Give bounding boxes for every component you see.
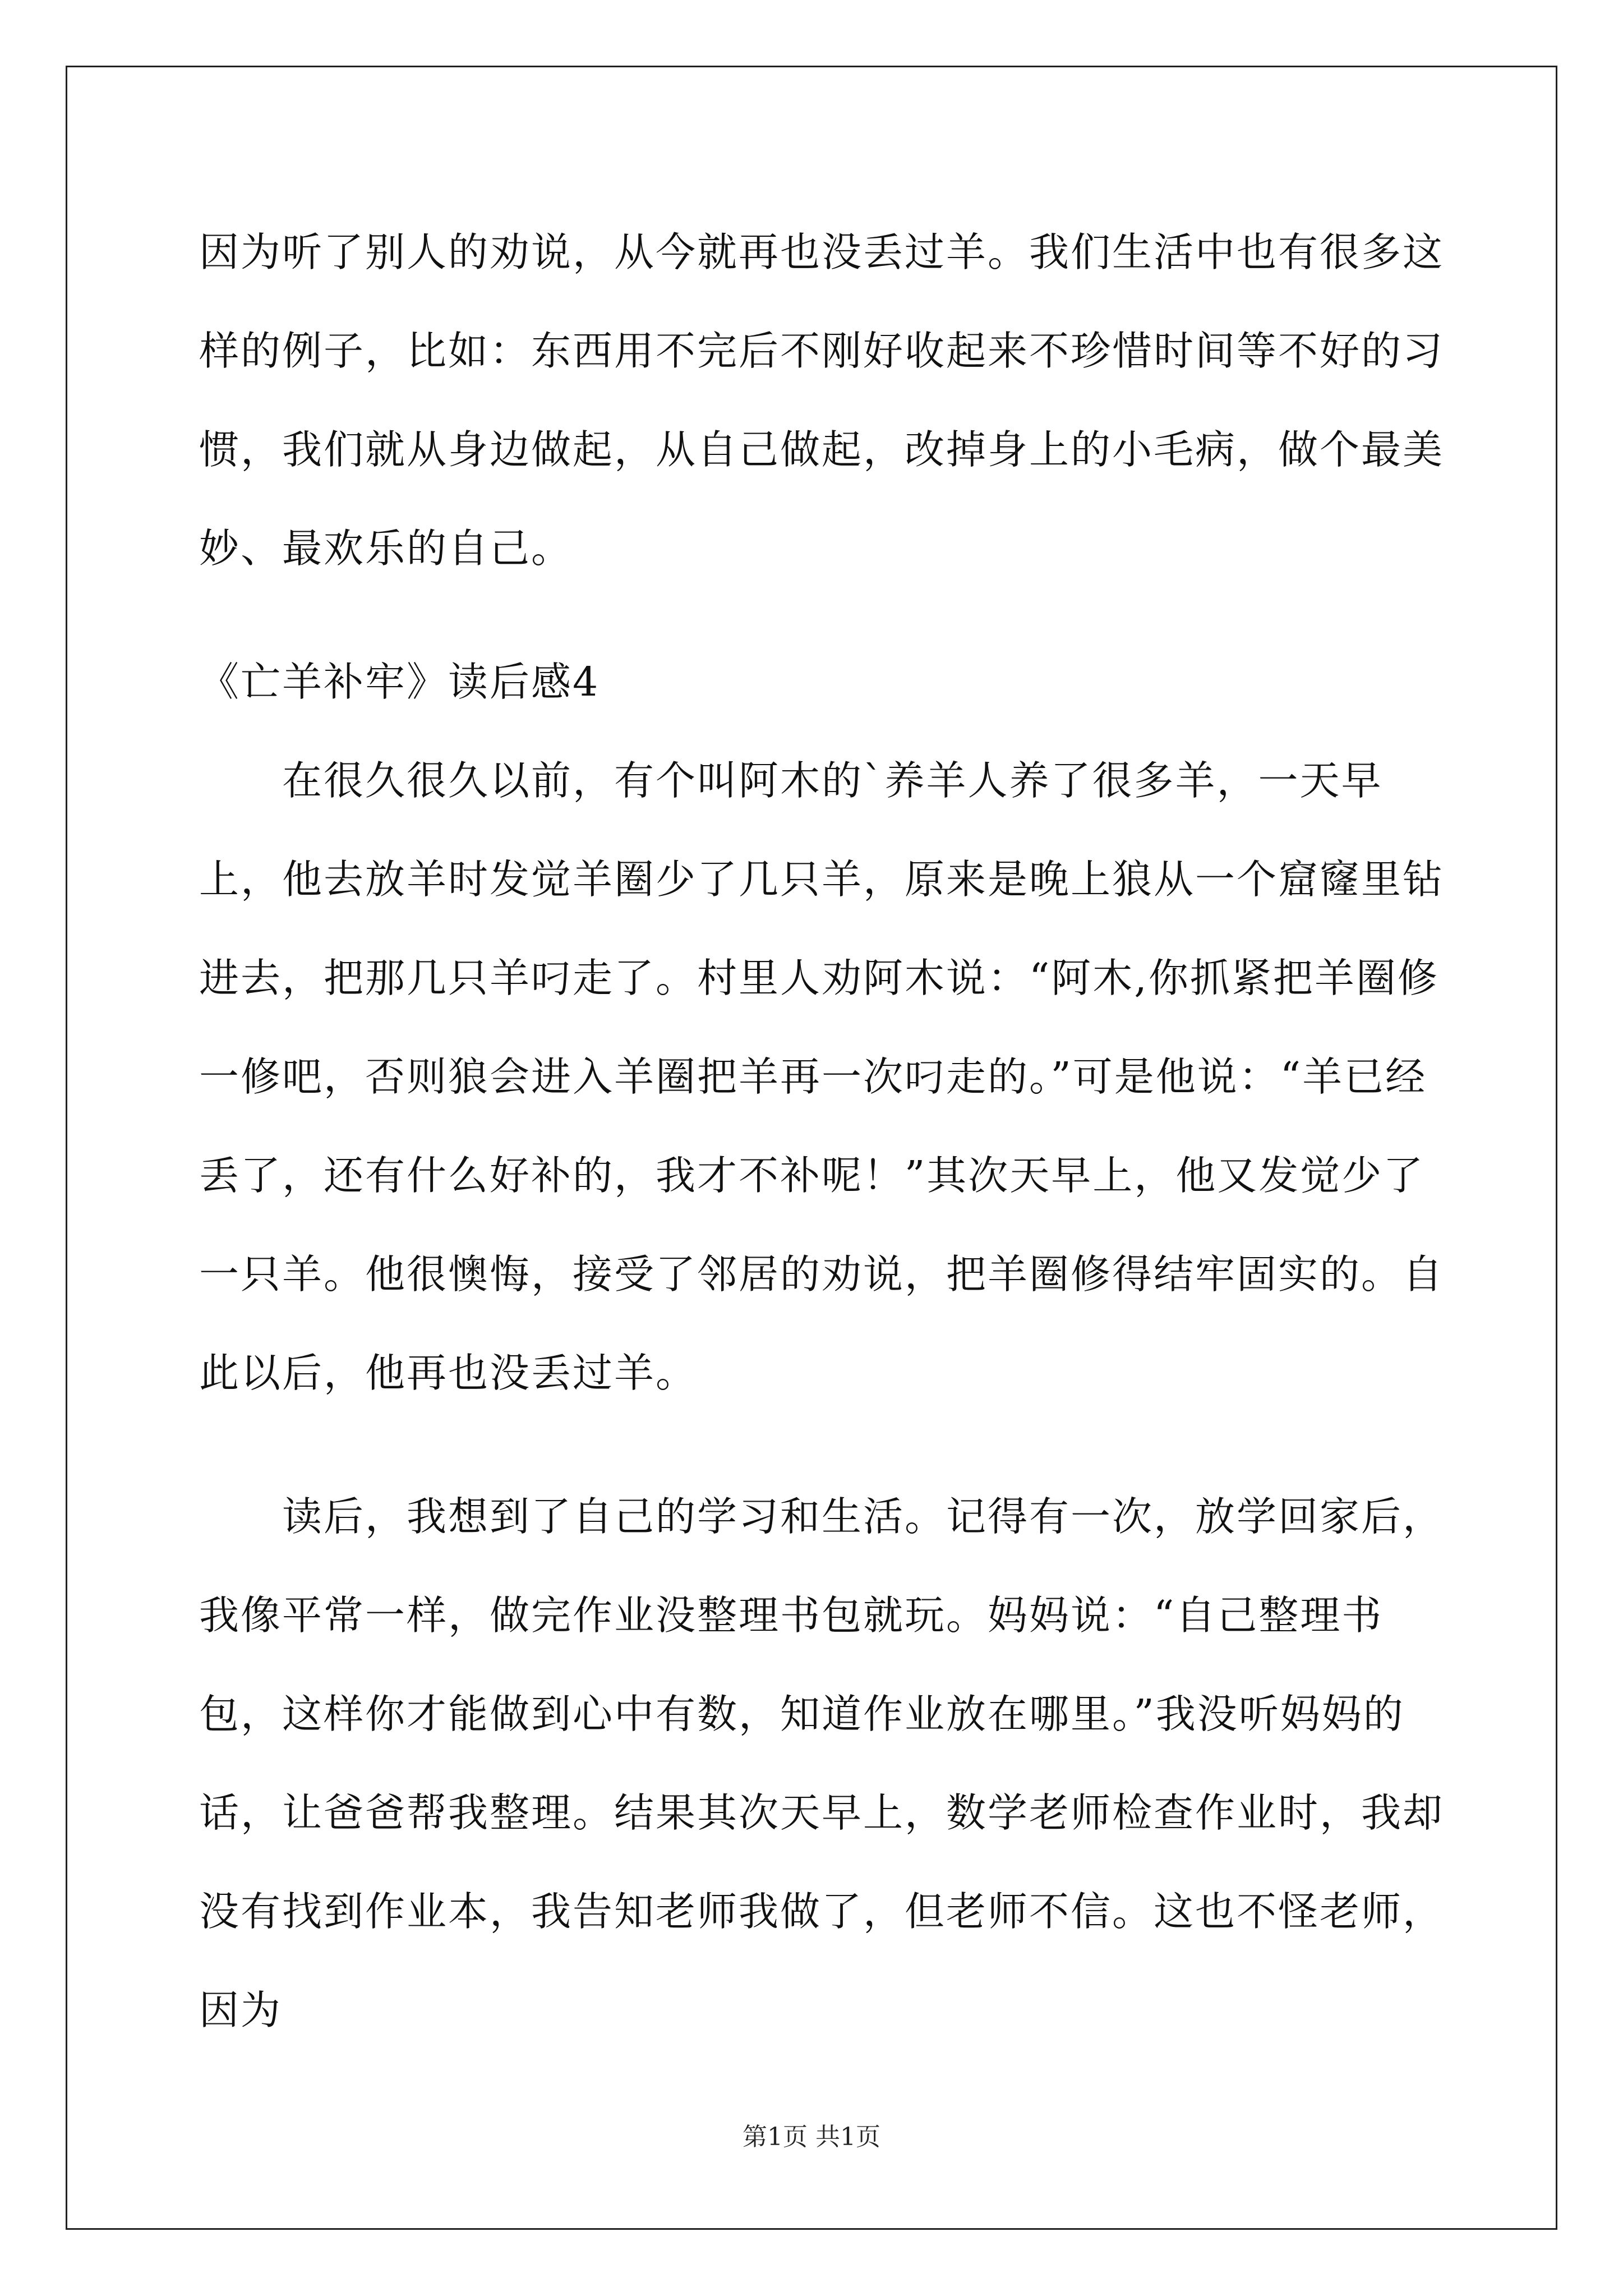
paragraph-text: 因为听了别人的劝说，从今就再也没丢过羊。我们生活中也有很多这样的例子，比如：东西用不完后不刚好收起来不珍惜时间等不好的习惯，我们就从身边做起，从自己做起，改掉身上的小毛病，做个最美妙、最欢乐的自己。 [199,229,1445,572]
section-heading: 《亡羊补牢》读后感4 [199,659,600,705]
page-footer: 第1页 共1页 [743,2123,880,2151]
paragraph-text: 在很久很久以前，有个叫阿木的`养羊人养了很多羊，一天早上，他去放羊时发觉羊圈少了几只羊，原来是晚上狼从一个窟窿里钻进去，把那几只羊叼走了。村里人劝阿木说：“阿木,你抓紧把羊圈修一修吧，否则狼会进入羊圈把羊再一次叼走的。”可是他说：“羊已经丢了，还有什么好补的，我才不补呢！”其次天早上，他又发觉少了一只羊。他很懊悔，接受了邻居的劝说，把羊圈修得结牢固实的。自此以后，他再也没丢过羊。 [199,757,1445,1396]
paragraph-text: 读后，我想到了自己的学习和生活。记得有一次，放学回家后，我像平常一样，做完作业没整理书包就玩。妈妈说：“自己整理书包，这样你才能做到心中有数，知道作业放在哪里。”我没听妈妈的话，让爸爸帮我整理。结果其次天早上，数学老师检查作业时，我却没有找到作业本，我告知老师我做了，但老师不信。这也不怪老师，因为 [199,1493,1445,2033]
paragraph-story [199,731,1461,1423]
paragraph-continuation [199,203,1461,598]
paragraph-reflection [199,1467,1461,2060]
